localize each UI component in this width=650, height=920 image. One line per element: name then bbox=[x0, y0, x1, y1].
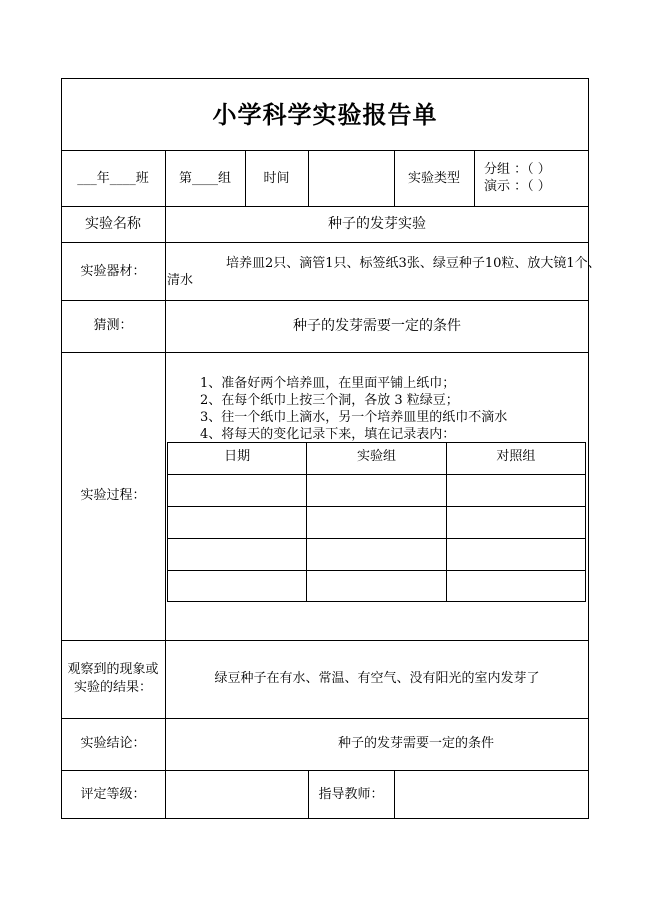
type-option-group[interactable]: 分组 ：（ ） bbox=[484, 162, 551, 177]
result-value: 绿豆种子在有水、常温、有空气、没有阳光的室内发芽了 bbox=[214, 671, 540, 686]
experiment-name-label: 实验名称 bbox=[85, 216, 141, 232]
row-divider bbox=[61, 718, 589, 719]
record-header-experimental: 实验组 bbox=[307, 443, 446, 475]
process-step: 2、在每个纸巾上按三个洞，各放 3 粒绿豆； bbox=[200, 393, 459, 408]
time-label: 时间 bbox=[263, 171, 290, 186]
grade-label: 评定等级： bbox=[80, 787, 146, 802]
record-cell[interactable] bbox=[168, 507, 307, 539]
group-label: 第____组 bbox=[178, 171, 231, 186]
record-header-control: 对照组 bbox=[446, 443, 585, 475]
conclusion-value: 种子的发芽需要一定的条件 bbox=[338, 736, 495, 751]
record-cell[interactable] bbox=[307, 539, 446, 571]
experiment-type-label: 实验类型 bbox=[407, 171, 460, 186]
col-divider bbox=[308, 150, 309, 206]
row-divider bbox=[61, 300, 589, 301]
record-cell[interactable] bbox=[446, 539, 585, 571]
process-label: 实验过程： bbox=[80, 488, 146, 503]
record-cell[interactable] bbox=[307, 475, 446, 507]
process-step: 4、将每天的变化记录下来，填在记录表内： bbox=[200, 427, 456, 442]
row-divider bbox=[61, 150, 589, 151]
guess-value: 种子的发芽需要一定的条件 bbox=[293, 318, 461, 334]
row-divider bbox=[61, 242, 589, 243]
teacher-label: 指导教师： bbox=[318, 787, 384, 802]
record-cell[interactable] bbox=[168, 539, 307, 571]
guess-label: 猜测： bbox=[93, 318, 133, 333]
materials-line-1: 培养皿2只、滴管1只、标签纸3张、绿豆种子10粒、放大镜1个、 bbox=[226, 256, 601, 271]
record-cell[interactable] bbox=[446, 571, 585, 602]
row-divider bbox=[61, 770, 589, 771]
record-cell[interactable] bbox=[307, 571, 446, 602]
row-divider bbox=[61, 640, 589, 641]
record-cell[interactable] bbox=[168, 475, 307, 507]
record-table bbox=[167, 442, 586, 602]
materials-label: 实验器材： bbox=[80, 264, 146, 279]
row-divider bbox=[61, 206, 589, 207]
col-divider bbox=[474, 150, 475, 206]
record-header-date: 日期 bbox=[168, 443, 307, 475]
record-cell[interactable] bbox=[168, 571, 307, 602]
year-class-label: ___年____班 bbox=[77, 171, 149, 186]
process-step: 3、往一个纸巾上滴水，另一个培养皿里的纸巾不滴水 bbox=[200, 410, 508, 425]
label-col-divider bbox=[165, 206, 166, 819]
row-divider bbox=[61, 352, 589, 353]
record-cell[interactable] bbox=[446, 507, 585, 539]
col-divider bbox=[394, 770, 395, 819]
experiment-name-value: 种子的发芽实验 bbox=[328, 216, 426, 232]
record-cell[interactable] bbox=[446, 475, 585, 507]
result-label-line-1: 观察到的现象或 bbox=[67, 662, 159, 677]
conclusion-label: 实验结论： bbox=[80, 736, 146, 751]
report-title: 小学科学实验报告单 bbox=[212, 100, 438, 129]
materials-line-2: 清水 bbox=[167, 273, 194, 288]
record-cell[interactable] bbox=[307, 507, 446, 539]
process-step: 1、准备好两个培养皿，在里面平铺上纸巾； bbox=[200, 376, 456, 391]
result-label-line-2: 实验的结果： bbox=[73, 680, 152, 695]
type-option-demo[interactable]: 演示 ：（ ） bbox=[484, 179, 551, 194]
